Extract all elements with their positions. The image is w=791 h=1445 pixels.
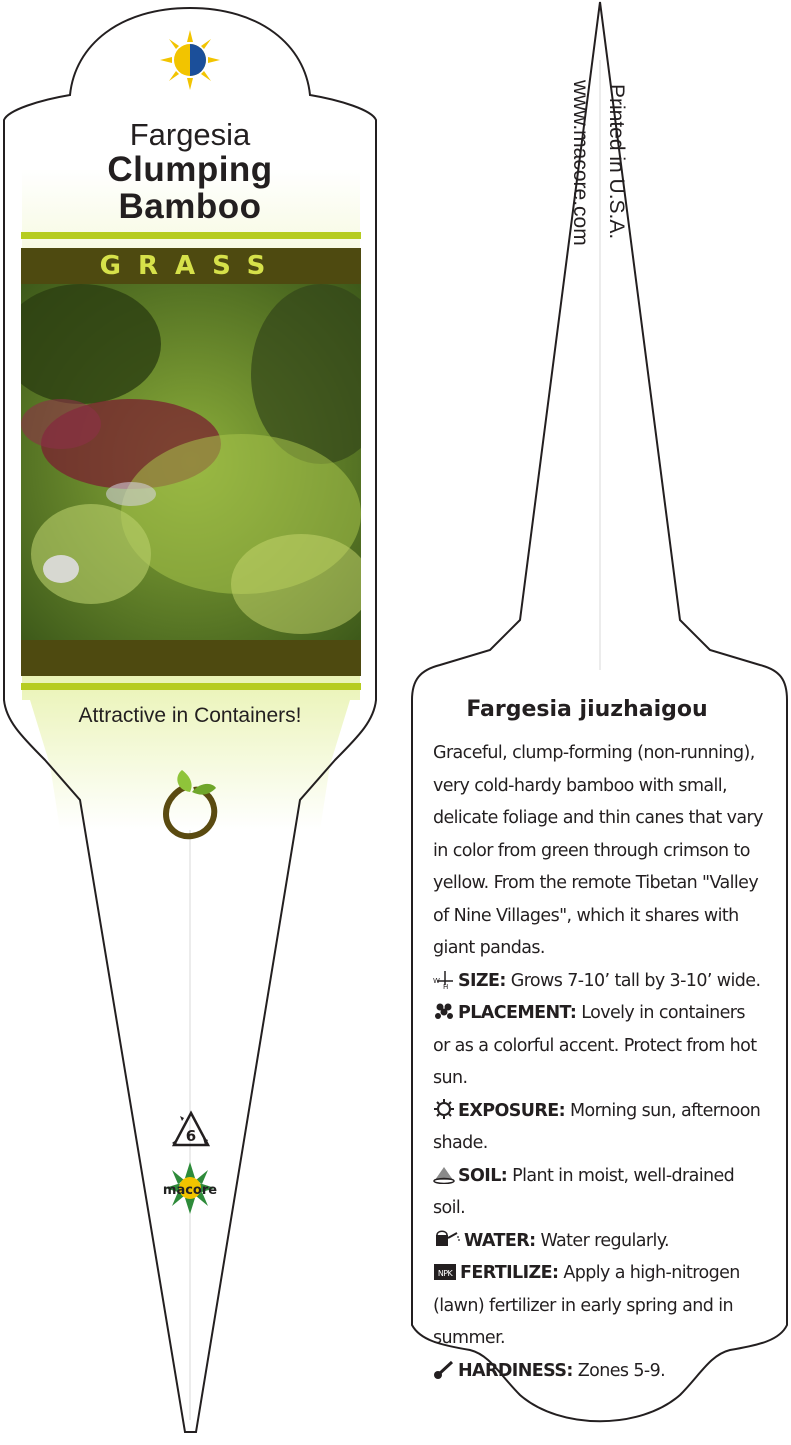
plant-photo [21, 284, 361, 640]
fertilize-text: Apply a high-nitrogen (lawn) fertilizer in early spring and in summer. [433, 1263, 740, 1348]
recycle-number: 6 [185, 1127, 197, 1145]
care-water [433, 1225, 765, 1258]
care-size [433, 965, 765, 998]
description: Graceful, clump-forming (non-running), very cold-hardy bamboo with small, delicate foliage and thin canes that vary in color from green through crimson to yellow. From the remote Tibetan "Valley of Nine Villages", which it shares with giant pandas. [433, 743, 763, 958]
soil-label: SOIL: [458, 1165, 508, 1186]
care-soil [433, 1160, 765, 1225]
water-text: Water regularly. [540, 1230, 669, 1251]
fertilize-label: FERTILIZE: [460, 1263, 559, 1283]
care-exposure [433, 1095, 765, 1160]
plant-common-name-line1: Clumping [107, 150, 273, 189]
care-placement [433, 997, 765, 1095]
npk-icon-text: NPK [437, 1269, 453, 1278]
size-icon-h: H [443, 982, 448, 989]
watering-can-icon [433, 1229, 461, 1249]
sun-icon [433, 1099, 455, 1119]
placement-icon [433, 1001, 455, 1021]
thermometer-icon [433, 1359, 455, 1379]
size-icon-w: W [433, 976, 440, 985]
care-hardiness [433, 1355, 765, 1388]
sprout-ring-icon [160, 768, 220, 840]
exposure-label: EXPOSURE: [458, 1100, 565, 1121]
macore-brand-text: macore [162, 1183, 218, 1198]
water-label: WATER: [464, 1230, 536, 1251]
botanical-name: Fargesia jiuzhaigou [466, 697, 708, 722]
sun-shade-icon [160, 30, 220, 90]
placement-text: Lovely in containers or as a colorful accent. Protect from hot sun. [433, 1003, 757, 1088]
exposure-text: Morning sun, afternoon shade. [433, 1100, 761, 1153]
plant-common-name-line2: Bamboo [118, 187, 262, 226]
printed-in-usa: Printed in U.S.A. [605, 84, 628, 240]
tagline: Attractive in Containers! [78, 704, 302, 727]
plant-genus-title: Fargesia [129, 117, 251, 152]
placement-label: PLACEMENT: [458, 1003, 577, 1023]
photo-bottom-band [21, 640, 361, 676]
category-band: GRASS [21, 248, 361, 284]
size-text: Grows 7-10’ tall by 3-10’ wide. [510, 970, 761, 991]
soil-text: Plant in moist, well-drained soil. [433, 1165, 735, 1218]
soil-icon [433, 1164, 455, 1184]
website-text: www.macore.com [569, 80, 592, 246]
care-fertilize [433, 1257, 765, 1355]
size-icon [433, 969, 455, 989]
size-label: SIZE: [458, 970, 506, 991]
npk-icon [433, 1261, 457, 1281]
hardiness-label: HARDINESS: [458, 1360, 573, 1381]
recycle-icon [170, 1110, 212, 1152]
care-info [433, 737, 765, 1387]
hardiness-text: Zones 5-9. [577, 1360, 666, 1381]
